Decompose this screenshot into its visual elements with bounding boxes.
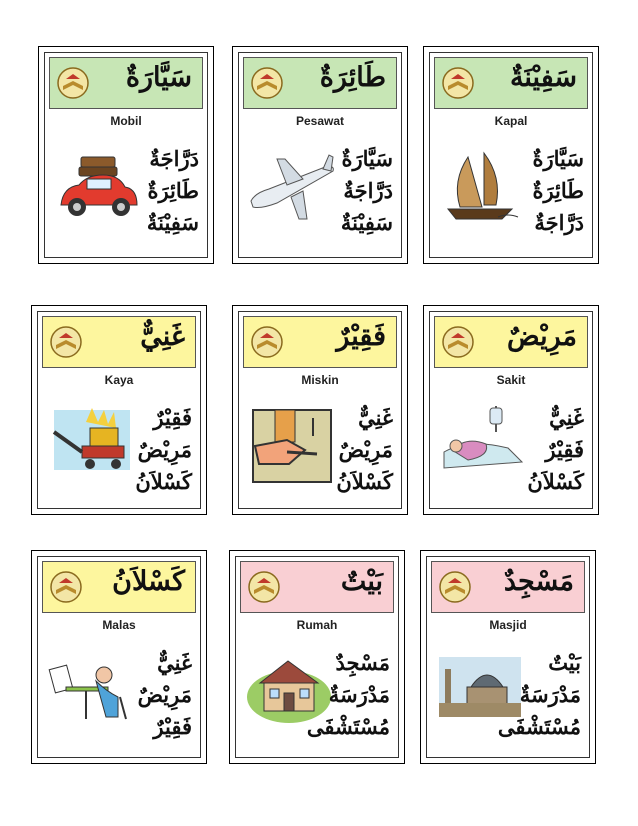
- card-miskin: [232, 305, 408, 515]
- card-header: [42, 561, 196, 613]
- card-header: [42, 316, 196, 368]
- card-header: [434, 316, 588, 368]
- option: طَائِرَةٌ: [147, 178, 199, 203]
- options-list: [497, 647, 581, 743]
- meaning-label: Masjid: [489, 618, 527, 632]
- option: دَرَّاجَةٌ: [534, 210, 584, 235]
- card-header: [431, 561, 585, 613]
- options-list: [118, 402, 192, 498]
- option: غَنِيٌّ: [157, 650, 192, 675]
- option: سَفِيْنَةٌ: [146, 210, 199, 235]
- card-header: [49, 57, 203, 109]
- arabic-word: مَرِيْضٌ: [507, 321, 577, 352]
- meaning-label: Malas: [102, 618, 136, 632]
- option: دَرَّاجَةٌ: [343, 178, 393, 203]
- card-mobil: [38, 46, 214, 264]
- meaning-label: Rumah: [296, 618, 338, 632]
- option: فَقِيْرٌ: [545, 437, 584, 462]
- book-logo-icon: [247, 570, 281, 604]
- arabic-word: سَيَّارَةٌ: [125, 62, 192, 93]
- option: فَقِيْرٌ: [153, 714, 192, 739]
- card-header: [434, 57, 588, 109]
- card-header: [243, 316, 397, 368]
- meaning-label: Sakit: [496, 373, 526, 387]
- book-logo-icon: [49, 570, 83, 604]
- option: مَرِيْضٌ: [137, 437, 192, 462]
- option: مَرِيْضٌ: [137, 682, 192, 707]
- meaning-label: Kaya: [104, 373, 134, 387]
- option: فَقِيْرٌ: [153, 405, 192, 430]
- option: كَسْلاَنُ: [527, 469, 584, 494]
- option: سَفِيْنَةٌ: [340, 210, 393, 235]
- options-list: [118, 647, 192, 743]
- option: بَيْتٌ: [548, 650, 581, 675]
- book-logo-icon: [250, 325, 284, 359]
- option: طَائِرَةٌ: [532, 178, 584, 203]
- option: دَرَّاجَةٌ: [149, 146, 199, 171]
- meaning-label: Miskin: [301, 373, 339, 387]
- arabic-word: سَفِيْنَةٌ: [509, 62, 577, 93]
- arabic-word: مَسْجِدٌ: [503, 566, 574, 597]
- card-pesawat: [232, 46, 408, 264]
- option: مُسْتَشْفَى: [497, 714, 581, 739]
- book-logo-icon: [438, 570, 472, 604]
- card-masjid: [420, 550, 596, 764]
- arabic-word: غَنِيٌّ: [140, 321, 185, 352]
- card-malas: [31, 550, 207, 764]
- arabic-word: طَائِرَةٌ: [319, 62, 386, 93]
- options-list: [319, 143, 393, 239]
- options-list: [510, 402, 584, 498]
- option: مَرِيْضٌ: [338, 437, 393, 462]
- option: كَسْلاَنُ: [135, 469, 192, 494]
- option: مُسْتَشْفَى: [306, 714, 390, 739]
- book-logo-icon: [49, 325, 83, 359]
- options-list: [319, 402, 393, 498]
- book-logo-icon: [441, 66, 475, 100]
- option: سَيَّارَةٌ: [341, 146, 393, 171]
- options-list: [510, 143, 584, 239]
- meaning-label: Kapal: [494, 114, 528, 128]
- option: سَيَّارَةٌ: [532, 146, 584, 171]
- options-list: [306, 647, 390, 743]
- option: كَسْلاَنُ: [336, 469, 393, 494]
- book-logo-icon: [441, 325, 475, 359]
- card-header: [243, 57, 397, 109]
- arabic-word: بَيْتٌ: [340, 566, 383, 597]
- arabic-word: فَقِيْرٌ: [336, 321, 386, 352]
- card-rumah: [229, 550, 405, 764]
- meaning-label: Pesawat: [295, 114, 345, 128]
- meaning-label: Mobil: [110, 114, 142, 128]
- book-logo-icon: [250, 66, 284, 100]
- card-sakit: [423, 305, 599, 515]
- options-list: [125, 143, 199, 239]
- option: غَنِيٌّ: [549, 405, 584, 430]
- option: مَدْرَسَةٌ: [328, 682, 390, 707]
- arabic-word: كَسْلاَنُ: [112, 566, 185, 597]
- book-logo-icon: [56, 66, 90, 100]
- option: مَسْجِدٌ: [335, 650, 390, 675]
- card-header: [240, 561, 394, 613]
- option: غَنِيٌّ: [358, 405, 393, 430]
- card-kaya: [31, 305, 207, 515]
- option: مَدْرَسَةٌ: [519, 682, 581, 707]
- card-kapal: [423, 46, 599, 264]
